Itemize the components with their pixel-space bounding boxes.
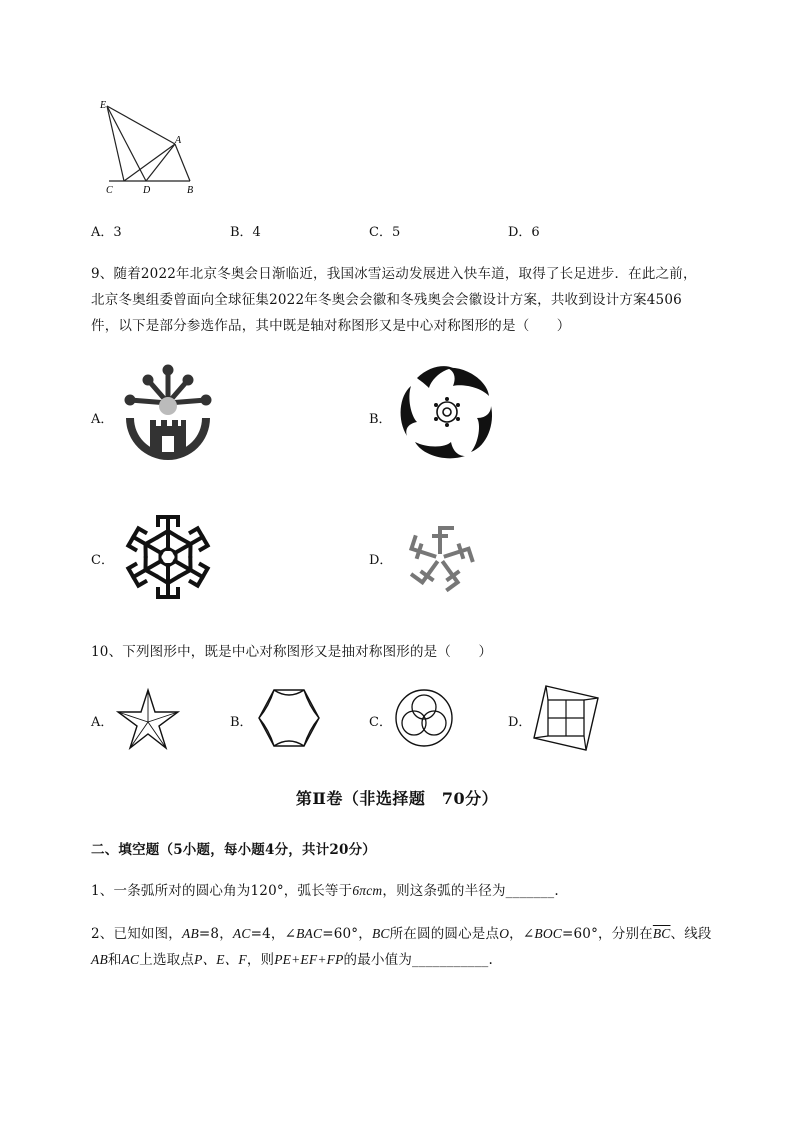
q9-emblem-d-pinwheel-icon[interactable] [392,512,492,602]
fill2-ab2: AB [91,952,108,967]
fill2-t6: ，∠ [509,926,535,942]
segment-ec [107,106,124,181]
fill2-pef: P、E、F [194,952,247,967]
q8-option-d[interactable]: D．6 [508,225,540,240]
fill2-t8: 、线段 [670,926,712,942]
part2-title: 第Ⅱ卷（非选择题 70分） [295,789,499,808]
fill1-math: 6πcm [352,883,383,898]
fill1-text-pre: 1、一条弧所对的圆心角为120°，弧长等于 [91,883,353,899]
fill2-t2: =8， [198,926,233,942]
q9-option-d-label[interactable]: D． [369,553,393,568]
label-c: C [106,185,113,196]
q9-option-b-label[interactable]: B． [369,412,392,427]
fill2-ac: AC [232,926,251,941]
q8-triangle-figure [95,98,205,198]
q10-star-icon[interactable] [116,688,180,750]
q10-option-d-label[interactable]: D． [508,715,532,730]
fill2-bc: BC [371,926,390,941]
fill-section-heading: 二、填空题（5小题，每小题4分，共计20分） [91,842,376,858]
q10-option-c-label[interactable]: C． [369,715,392,730]
q9-stem-line3: 件，以下是部分参选作品，其中既是轴对称图形又是中心对称图形的是（ ） [91,318,571,334]
fill2-t4: =60°， [322,926,372,942]
fill2-t12: 的最小值为___________. [343,952,493,968]
fill2-sum: PE+EF+FP [274,952,344,967]
q8-option-c[interactable]: C．5 [369,225,401,240]
q9-stem-line1: 9、随着2022年北京冬奥会日渐临近，我国冰雪运动发展进入快车道，取得了长足进步．在此之前， [91,266,697,282]
fill2-t7: =60°，分别在 [562,926,653,942]
q9-option-a-label[interactable]: A． [91,412,114,427]
fill2-t9: 和 [107,952,122,968]
label-a: A [175,135,182,146]
q10-stem: 10、下列图形中，既是中心对称图形又是抽对称图形的是（ ） [91,644,493,660]
label-b: B [187,185,194,196]
fill2-ac2: AC [121,952,140,967]
fill2-t5: 所在圆的圆心是点 [389,926,500,942]
q8-option-a[interactable]: A．3 [91,225,122,240]
fill2-bac: BAC [296,926,323,941]
label-e: E [100,100,107,111]
q10-hexagon-arcs-icon[interactable] [257,688,321,748]
q9-emblem-c-snowflake-icon[interactable] [118,510,218,605]
q10-square-pinwheel-icon[interactable] [532,684,602,752]
fill2-t11: ，则 [246,952,275,968]
q10-circles-icon[interactable] [394,688,454,748]
q9-option-c-label[interactable]: C． [91,553,114,568]
q10-option-b-label[interactable]: B． [230,715,253,730]
q10-option-a-label[interactable]: A． [91,715,114,730]
q8-option-b[interactable]: B．4 [230,225,261,240]
fill2-t1: 2、已知如图， [91,926,182,942]
segment-ab [175,144,190,181]
segment-ac [124,144,175,181]
fill2-t3: =4，∠ [250,926,297,942]
q9-emblem-b-flower-icon[interactable] [395,362,500,462]
fill2-ab: AB [182,926,199,941]
fill2-arc-bc: $\overline{BC}$ [652,926,671,941]
fill1-text-post: ，则这条弧的半径为_______. [382,883,559,899]
fill1-question [91,879,559,899]
q9-stem-line2: 北京冬奥组委曾面向全球征集2022年冬奥会会徽和冬残奥会会徽设计方案，共收到设计方案4506 [91,292,682,308]
fill2-boc: BOC [534,926,562,941]
label-d: D [143,185,151,196]
q9-emblem-a-snowflake-wall-icon[interactable] [118,358,218,468]
fill2-o: O [499,926,510,941]
fill2-question-line2 [91,948,493,968]
fill2-t10: 上选取点 [139,952,195,968]
fill2-question-line1 [91,922,712,942]
